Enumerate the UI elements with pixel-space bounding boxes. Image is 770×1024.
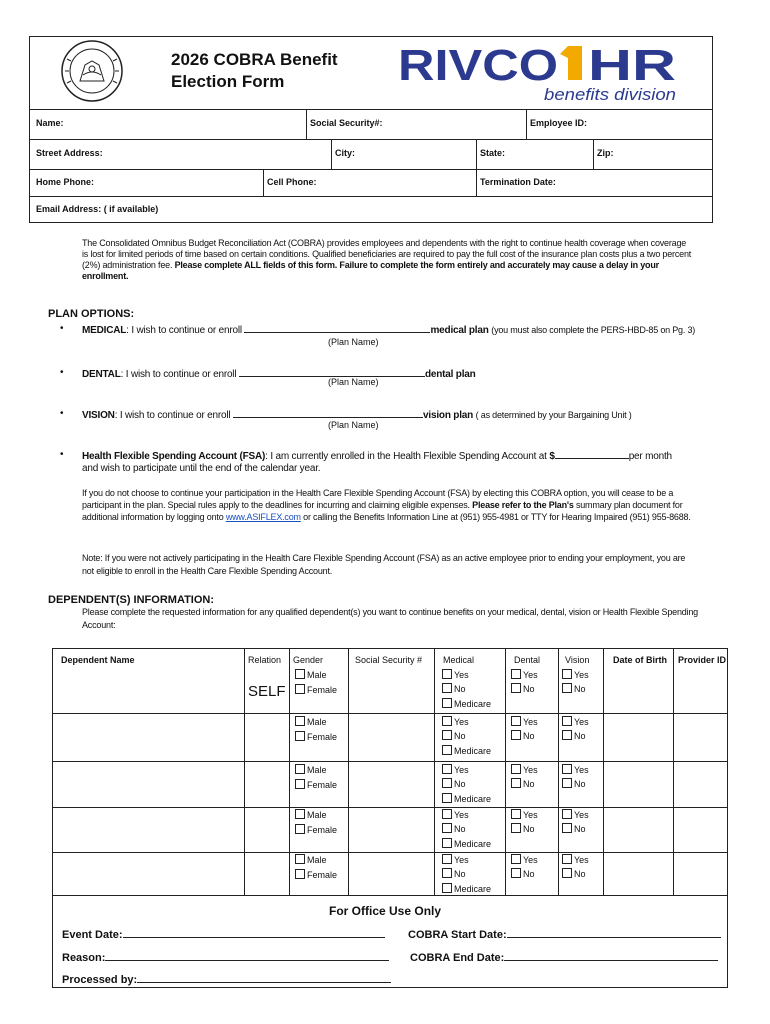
row1-medical-no-label: No <box>454 684 466 694</box>
reason-label: Reason: <box>62 951 389 965</box>
row1-medical-yes-label: Yes <box>454 670 469 680</box>
row2-medicare-checkbox[interactable] <box>442 745 452 755</box>
dental-option: DENTAL: I wish to continue or enroll dental plan <box>82 369 476 380</box>
vision-plan-name-input[interactable] <box>233 408 423 418</box>
row1-vision-no-label: No <box>574 684 586 694</box>
vision-bullet: • <box>60 408 64 419</box>
row4-dental-yes-checkbox[interactable] <box>511 809 521 819</box>
plan-options-heading: PLAN OPTIONS: <box>48 308 135 320</box>
dental-plan-name-caption: (Plan Name) <box>328 377 379 387</box>
col-medical: Medical <box>443 655 475 665</box>
vision-plan-name-caption: (Plan Name) <box>328 420 379 430</box>
row3-male-label: Male <box>307 765 327 775</box>
row2-medical-no-label: No <box>454 731 466 741</box>
row1-vision-yes-label: Yes <box>574 670 589 680</box>
col-provider-id: Provider ID <box>678 655 727 665</box>
office-use-heading: For Office Use Only <box>329 904 442 918</box>
cobra-intro-paragraph: The Consolidated Omnibus Budget Reconciliation Act (COBRA) provides employees and dependents with the right to continue health coverage when coverage is lost for limited periods of time based on certain conditions. Qualified beneficiaries are required to pay the full cost of the insurance plan costs plus a two percent (2%) administration fee. Please complete ALL fields of this form. Failure to complete the form entirely and accurately may cause a delay in your enrollment. <box>82 238 692 281</box>
row1-vision-yes-checkbox[interactable] <box>562 669 572 679</box>
row2-medicare-label: Medicare <box>454 746 492 756</box>
row5-vision-yes-checkbox[interactable] <box>562 854 572 864</box>
row5-dental-yes-checkbox[interactable] <box>511 854 521 864</box>
row5-male-label: Male <box>307 855 327 865</box>
row2-male-label: Male <box>307 717 327 727</box>
row2-female-checkbox[interactable] <box>295 731 305 741</box>
row3-vision-yes-label: Yes <box>574 765 589 775</box>
row2-medical-no-checkbox[interactable] <box>442 730 452 740</box>
row1-medicare-label: Medicare <box>454 699 492 709</box>
row2-dental-no-label: No <box>523 731 535 741</box>
svg-text:benefits division: benefits division <box>544 85 676 104</box>
row5-male-checkbox[interactable] <box>295 854 305 864</box>
processed-by-input[interactable] <box>137 973 391 983</box>
row5-vision-no-checkbox[interactable] <box>562 868 572 878</box>
row3-female-label: Female <box>307 780 338 790</box>
row1-female-checkbox[interactable] <box>295 684 305 694</box>
row3-vision-yes-checkbox[interactable] <box>562 764 572 774</box>
row1-vision-no-checkbox[interactable] <box>562 683 572 693</box>
row5-dental-no-checkbox[interactable] <box>511 868 521 878</box>
row3-dental-no-checkbox[interactable] <box>511 778 521 788</box>
medical-option: MEDICAL: I wish to continue or enroll medical plan (you must also complete the PERS-HBD-85 on Pg. 3) <box>82 325 696 336</box>
row1-dental-yes-label: Yes <box>523 670 538 680</box>
cell-phone-field[interactable]: Cell Phone: <box>267 177 317 187</box>
row4-dental-no-label: No <box>523 824 535 834</box>
row4-medical-yes-checkbox[interactable] <box>442 809 452 819</box>
form-title-line2: Election Form <box>171 72 285 91</box>
row3-medicare-checkbox[interactable] <box>442 793 452 803</box>
home-phone-field[interactable]: Home Phone: <box>36 177 95 187</box>
fsa-note-paragraph: Note: If you were not actively participating in the Health Care Flexible Spending Account (FSA) as an active employee prior to ending your employment, you are not eligible to enroll in the Health Care Flexible Spending Account. <box>82 553 686 576</box>
row1-dental-yes-checkbox[interactable] <box>511 669 521 679</box>
row5-medical-no-label: No <box>454 869 466 879</box>
col-gender: Gender <box>293 655 324 665</box>
row1-medical-yes-checkbox[interactable] <box>442 669 452 679</box>
fsa-bullet: • <box>60 449 64 460</box>
employee-info-box <box>29 36 713 223</box>
fsa-info-paragraph: If you do not choose to continue your participation in the Health Care Flexible Spending Account (FSA) by electing this COBRA option, you will cease to be a participant in the plan. Special rules apply to the deadlines for incurring and claiming eligible expenses. Please refer to the Plan's summary plan document for additional information by logging onto www.ASIFLEX.com or calling the Benefits Information Line at (951) 955-4981 or TTY for Hearing Impaired (951) 955-8688. <box>82 488 691 522</box>
row1-dental-no-label: No <box>523 684 535 694</box>
row1-medicare-checkbox[interactable] <box>442 698 452 708</box>
row2-vision-yes-label: Yes <box>574 717 589 727</box>
row4-female-checkbox[interactable] <box>295 824 305 834</box>
row1-male-label: Male <box>307 670 327 680</box>
vision-option: VISION: I wish to continue or enroll vision plan ( as determined by your Bargaining Unit ) <box>82 410 632 421</box>
row3-dental-no-label: No <box>523 779 535 789</box>
street-address-field[interactable]: Street Address: <box>36 148 103 158</box>
fsa-amount-input[interactable] <box>555 449 629 459</box>
dependents-table <box>52 648 728 896</box>
row4-dental-yes-label: Yes <box>523 810 538 820</box>
row2-male-checkbox[interactable] <box>295 716 305 726</box>
row3-dental-yes-checkbox[interactable] <box>511 764 521 774</box>
col-relation: Relation <box>248 655 282 665</box>
row4-medical-no-checkbox[interactable] <box>442 823 452 833</box>
row5-vision-yes-label: Yes <box>574 855 589 865</box>
row3-vision-no-checkbox[interactable] <box>562 778 572 788</box>
row5-vision-no-label: No <box>574 869 586 879</box>
svg-text:HR: HR <box>588 41 676 90</box>
dependents-intro: Please complete the requested information for any qualified dependent(s) you want to continue benefits on your medical, dental, vision or Health Flexible Spending Account: <box>82 607 698 630</box>
row2-female-label: Female <box>307 732 338 742</box>
row2-vision-no-checkbox[interactable] <box>562 730 572 740</box>
row4-vision-yes-checkbox[interactable] <box>562 809 572 819</box>
fsa-option: Health Flexible Spending Account (FSA): I am currently enrolled in the Health Flexible Spending Account at $ per month and wish to participate until the end of the calendar year. <box>82 451 672 474</box>
row3-medicare-label: Medicare <box>454 794 492 804</box>
medical-plan-name-input[interactable] <box>244 323 430 333</box>
medical-plan-name-caption: (Plan Name) <box>328 337 379 347</box>
cobra-end-input[interactable] <box>504 951 718 961</box>
row5-medical-no-checkbox[interactable] <box>442 868 452 878</box>
row2-medical-yes-checkbox[interactable] <box>442 716 452 726</box>
row3-medical-no-checkbox[interactable] <box>442 778 452 788</box>
col-date-of-birth: Date of Birth <box>613 655 667 665</box>
dependents-heading: DEPENDENT(S) INFORMATION: <box>48 594 215 606</box>
city-field[interactable]: City: <box>335 148 355 158</box>
row4-vision-yes-label: Yes <box>574 810 589 820</box>
row3-female-checkbox[interactable] <box>295 779 305 789</box>
row4-medicare-label: Medicare <box>454 839 492 849</box>
row2-dental-no-checkbox[interactable] <box>511 730 521 740</box>
row5-medicare-label: Medicare <box>454 884 492 894</box>
svg-text:RIVCO: RIVCO <box>398 41 558 90</box>
row3-vision-no-label: No <box>574 779 586 789</box>
row2-dental-yes-checkbox[interactable] <box>511 716 521 726</box>
col-vision: Vision <box>565 655 590 665</box>
col-dependent-name: Dependent Name <box>61 655 135 665</box>
medical-bullet: • <box>60 323 64 334</box>
col-ssn: Social Security # <box>355 655 423 665</box>
row1-dental-no-checkbox[interactable] <box>511 683 521 693</box>
event-date-input[interactable] <box>123 928 385 938</box>
row2-vision-no-label: No <box>574 731 586 741</box>
row4-medicare-checkbox[interactable] <box>442 838 452 848</box>
row4-medical-no-label: No <box>454 824 466 834</box>
cobra-end-label: COBRA End Date: <box>410 951 718 965</box>
row5-medical-yes-label: Yes <box>454 855 469 865</box>
dental-plan-name-input[interactable] <box>239 367 425 377</box>
state-field[interactable]: State: <box>480 148 506 158</box>
row3-medical-yes-label: Yes <box>454 765 469 775</box>
row4-male-checkbox[interactable] <box>295 809 305 819</box>
reason-input[interactable] <box>105 951 389 961</box>
row5-medical-yes-checkbox[interactable] <box>442 854 452 864</box>
termination-date-field[interactable]: Termination Date: <box>480 177 556 187</box>
ssn-field[interactable]: Social Security#: <box>310 118 383 128</box>
row1-medical-no-checkbox[interactable] <box>442 683 452 693</box>
row1-female-label: Female <box>307 685 338 695</box>
row2-vision-yes-checkbox[interactable] <box>562 716 572 726</box>
row4-male-label: Male <box>307 810 327 820</box>
row5-medicare-checkbox[interactable] <box>442 883 452 893</box>
row4-vision-no-checkbox[interactable] <box>562 823 572 833</box>
row2-dental-yes-label: Yes <box>523 717 538 727</box>
self-relation: SELF <box>248 683 286 700</box>
row3-medical-yes-checkbox[interactable] <box>442 764 452 774</box>
row1-male-checkbox[interactable] <box>295 669 305 679</box>
row3-male-checkbox[interactable] <box>295 764 305 774</box>
form-title-line1: 2026 COBRA Benefit <box>171 50 338 69</box>
name-field[interactable]: Name: <box>36 118 64 128</box>
row4-vision-no-label: No <box>574 824 586 834</box>
cobra-start-label: COBRA Start Date: <box>408 928 721 942</box>
row2-medical-yes-label: Yes <box>454 717 469 727</box>
event-date-label: Event Date: <box>62 928 385 942</box>
employee-id-field[interactable]: Employee ID: <box>530 118 588 128</box>
row4-dental-no-checkbox[interactable] <box>511 823 521 833</box>
col-dental: Dental <box>514 655 541 665</box>
row5-female-label: Female <box>307 870 338 880</box>
email-field[interactable]: Email Address: ( if available) <box>36 204 159 214</box>
dental-bullet: • <box>60 367 64 378</box>
row5-dental-yes-label: Yes <box>523 855 538 865</box>
zip-field[interactable]: Zip: <box>597 148 614 158</box>
row4-medical-yes-label: Yes <box>454 810 469 820</box>
row3-medical-no-label: No <box>454 779 466 789</box>
row5-dental-no-label: No <box>523 869 535 879</box>
row5-female-checkbox[interactable] <box>295 869 305 879</box>
row4-female-label: Female <box>307 825 338 835</box>
asiflex-link[interactable]: www.ASIFLEX.com <box>225 512 301 522</box>
processed-by-label: Processed by: <box>62 973 391 987</box>
office-use-box <box>52 896 728 988</box>
row3-dental-yes-label: Yes <box>523 765 538 775</box>
cobra-start-input[interactable] <box>507 928 721 938</box>
